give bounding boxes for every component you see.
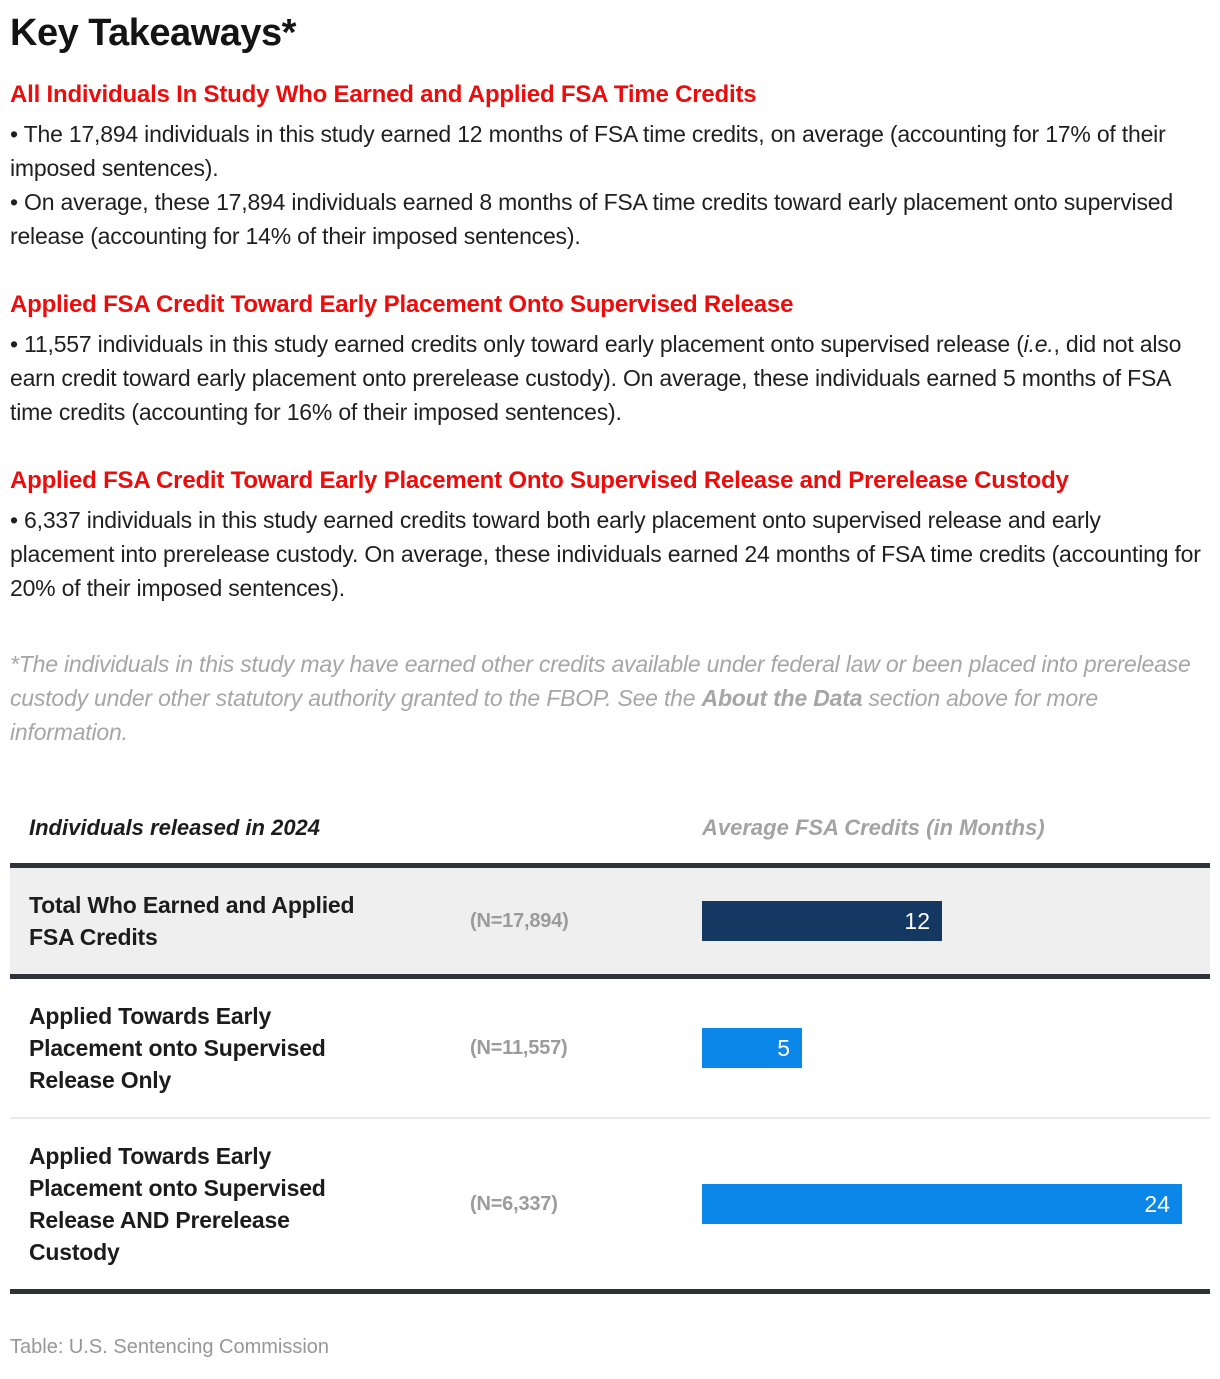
fsa-credits-table	[10, 815, 1210, 1359]
table-row	[10, 868, 1210, 979]
bar-supervised-only	[702, 1028, 802, 1068]
section-heading: Applied FSA Credit Toward Early Placement Onto Supervised Release	[10, 291, 794, 318]
bar-cell	[702, 901, 1210, 941]
page-title: Key Takeaways*	[10, 12, 296, 54]
bar-value-label: 24	[1144, 1190, 1170, 1217]
section-paragraph: • On average, these 17,894 individuals earned 8 months of FSA time credits toward early placement onto supervised release (accounting for 14% of their imposed sentences).	[10, 189, 1173, 249]
bar-cell	[702, 1184, 1210, 1224]
section-paragraph: • 11,557 individuals in this study earned credits only toward early placement onto supervised release (i.e., did not also earn credit toward early placement onto prerelease custody). On average, these individuals earned 5 months of FSA time credits (accounting for 16% of their imposed sentences).	[10, 331, 1182, 425]
bar-cell	[702, 1028, 1210, 1068]
section-supervised-and-prerelease	[10, 467, 1210, 605]
table-caption: Table: U.S. Sentencing Commission	[10, 1336, 330, 1358]
section-paragraph: • 6,337 individuals in this study earned credits toward both early placement onto supervised release and early placement into prerelease custody. On average, these individuals earned 24 months of FSA time credits (accounting for 20% of their imposed sentences).	[10, 507, 1201, 601]
row-label: Applied Towards Early Placement onto Supervised Release AND Prerelease Custody	[29, 1143, 326, 1265]
row-label: Total Who Earned and Applied FSA Credits	[29, 892, 355, 950]
table-body	[10, 863, 1210, 1294]
table-row	[10, 1119, 1210, 1289]
section-heading: Applied FSA Credit Toward Early Placement Onto Supervised Release and Prerelease Custody	[10, 467, 1069, 494]
section-supervised-release	[10, 291, 1210, 429]
table-row	[10, 979, 1210, 1119]
row-n-label: (N=11,557)	[470, 1036, 568, 1059]
section-all-individuals	[10, 81, 1210, 253]
section-paragraph: • The 17,894 individuals in this study earned 12 months of FSA time credits, on average (accounting for 17% of their imposed sentences).	[10, 121, 1166, 181]
footnote: *The individuals in this study may have earned other credits available under federal law or been placed into prerelease custody under other statutory authority granted to the FBOP. See the About the Data section above for more information.	[10, 651, 1191, 745]
table-header-right: Average FSA Credits (in Months)	[702, 815, 1045, 840]
row-label: Applied Towards Early Placement onto Supervised Release Only	[29, 1003, 326, 1093]
bar-value-label: 12	[904, 907, 930, 934]
bar-total	[702, 901, 942, 941]
row-n-label: (N=6,337)	[470, 1192, 558, 1215]
table-header-left: Individuals released in 2024	[29, 815, 321, 840]
bar-value-label: 5	[777, 1034, 790, 1061]
bar-supervised-and-prerelease	[702, 1184, 1182, 1224]
row-n-label: (N=17,894)	[470, 909, 569, 932]
table-header	[10, 815, 1210, 863]
section-heading: All Individuals In Study Who Earned and Applied FSA Time Credits	[10, 81, 757, 108]
